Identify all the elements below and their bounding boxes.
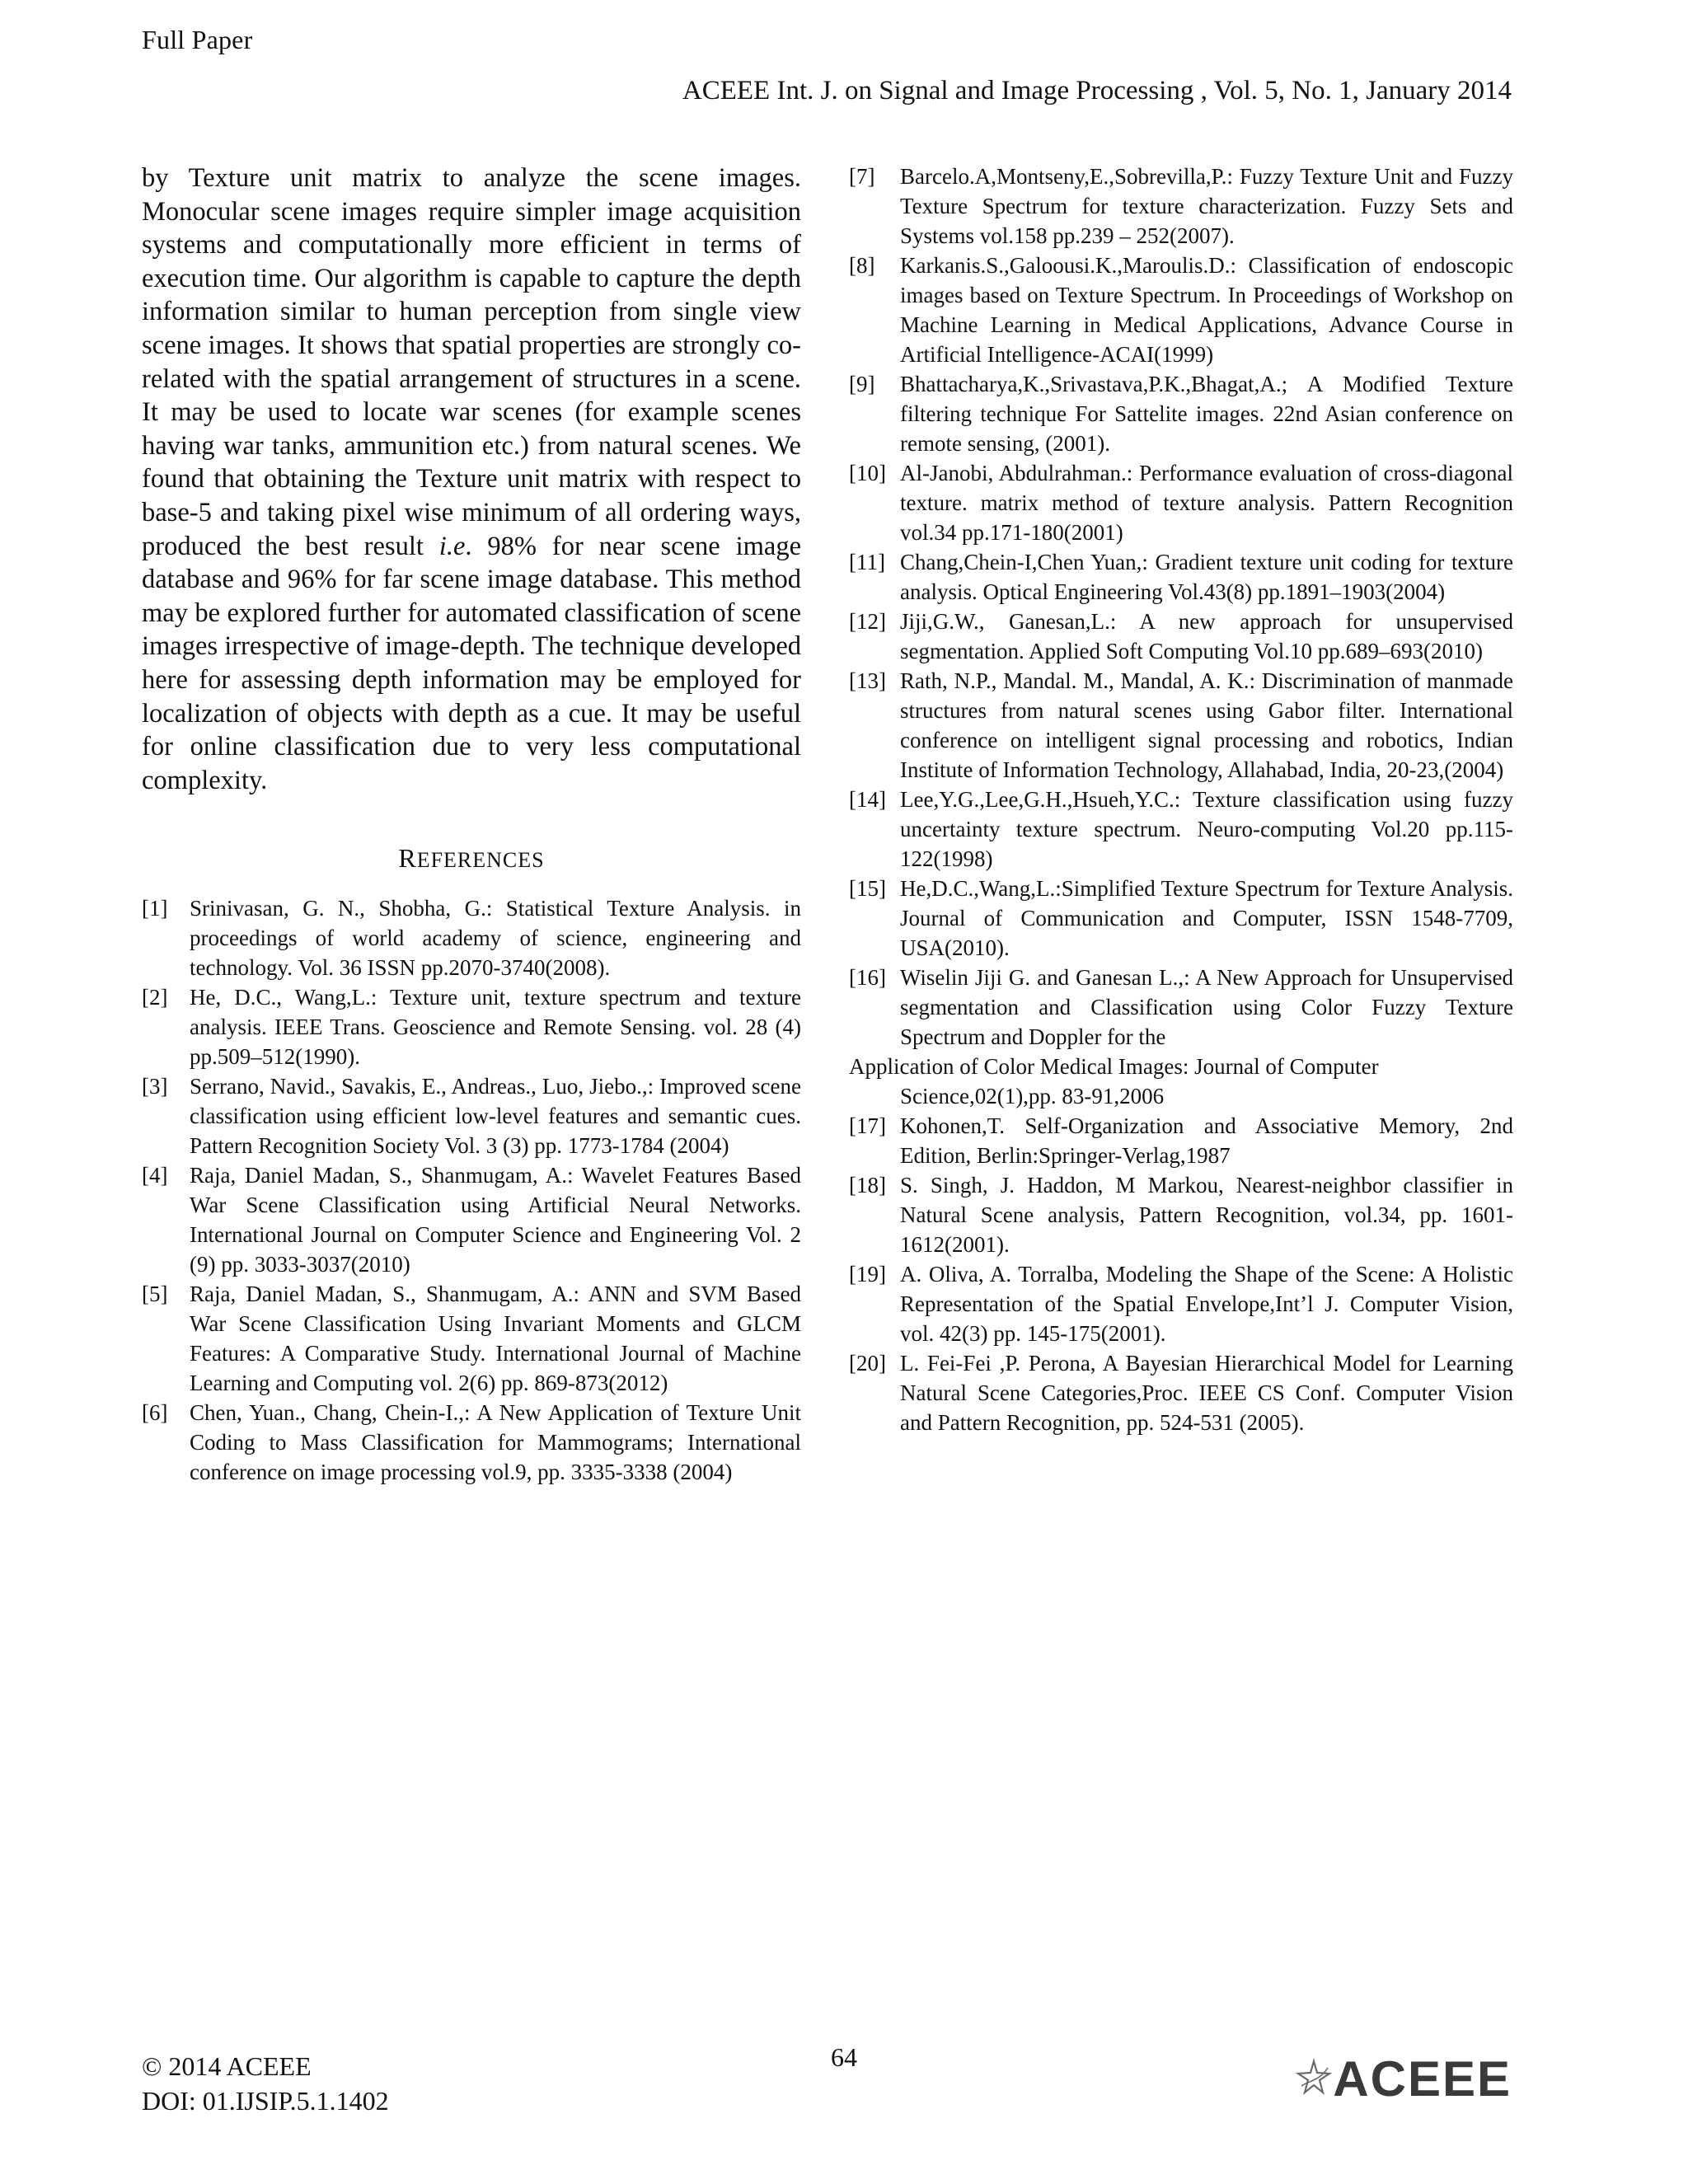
reference-text: Al-Janobi, Abdulrahman.: Performance evaluation of cross-diagonal texture. matrix method of texture analysis. Pattern Recognition vol.34 pp.171-180(2001) [900, 461, 1513, 545]
references-left-list [142, 893, 801, 1487]
reference-number: [9] [849, 372, 875, 396]
conclusion-paragraph [142, 162, 801, 797]
star-swirl-icon [1295, 2058, 1333, 2100]
reference-number: [2] [142, 985, 168, 1010]
reference-item [849, 607, 1513, 666]
reference-text: S. Singh, J. Haddon, M Markou, Nearest-neighbor classifier in Natural Scene analysis, Pattern Recognition, vol.34, pp. 1601-1612(2001). [900, 1173, 1513, 1257]
reference-item [849, 1170, 1513, 1259]
reference-number: [17] [849, 1113, 886, 1138]
reference-continuation [849, 1052, 1513, 1111]
references-right-list [849, 162, 1513, 1437]
reference-item [849, 547, 1513, 607]
reference-number: [12] [849, 609, 886, 634]
references-heading [142, 843, 801, 874]
reference-item [849, 963, 1513, 1052]
reference-number: [11] [849, 550, 885, 574]
reference-text: Kohonen,T. Self-Organization and Associative Memory, 2nd Edition, Berlin:Springer-Verlag,1987 [900, 1113, 1513, 1168]
reference-text: Lee,Y.G.,Lee,G.H.,Hsueh,Y.C.: Texture classification using fuzzy uncertainty texture spectrum. Neuro-computing Vol.20 pp.115-122(1998) [900, 787, 1513, 871]
publisher-logo [1295, 2050, 1512, 2107]
reference-text: He, D.C., Wang,L.: Texture unit, texture spectrum and texture analysis. IEEE Trans. Geoscience and Remote Sensing. vol. 28 (4) pp.509–512(1990). [190, 985, 801, 1070]
paragraph-text-before: by Texture unit matrix to analyze the scene images. Monocular scene images require simpler image acquisition systems and computationally more efficient in terms of execution time. Our algorithm is capable to capture the depth information similar to human perception from single view scene images. It shows that spatial properties are strongly co-related with the spatial arrangement of structures in a scene. It may be used to locate war scenes (for example scenes having war tanks, ammunition etc.) from natural scenes. We found that obtaining the Texture unit matrix with respect to base-5 and taking pixel wise minimum of all ordering ways, produced the best result [142, 163, 801, 561]
references-heading-rest: EFERENCES [416, 848, 545, 873]
reference-number: [10] [849, 461, 886, 485]
reference-text: A. Oliva, A. Torralba, Modeling the Shape of the Scene: A Holistic Representation of the Spatial Envelope,Int’l J. Computer Vision, vol. 42(3) pp. 145-175(2001). [900, 1262, 1513, 1346]
reference-item [142, 1279, 801, 1398]
references-heading-cap: R [398, 843, 417, 874]
reference-text: Wiselin Jiji G. and Ganesan L.,: A New Approach for Unsupervised segmentation and Classification using Color Fuzzy Texture Spectrum and Doppler for the [900, 965, 1513, 1049]
reference-item [849, 458, 1513, 547]
reference-item [849, 251, 1513, 369]
reference-text: Jiji,G.W., Ganesan,L.: A new approach for unsupervised segmentation. Applied Soft Computing Vol.10 pp.689–693(2010) [900, 609, 1513, 663]
right-column [849, 162, 1513, 1437]
copyright-text: © 2014 ACEEE [142, 2051, 312, 2081]
reference-number: [7] [849, 164, 875, 189]
reference-text: He,D.C.,Wang,L.:Simplified Texture Spectrum for Texture Analysis. Journal of Communication and Computer, ISSN 1548-7709, USA(2010). [900, 876, 1513, 960]
reference-item [142, 982, 801, 1071]
journal-header: ACEEE Int. J. on Signal and Image Processing , Vol. 5, No. 1, January 2014 [682, 76, 1512, 105]
paragraph-ie: i.e [438, 531, 466, 561]
reference-item [142, 893, 801, 982]
reference-item [849, 1111, 1513, 1170]
reference-text: Rath, N.P., Mandal. M., Mandal, A. K.: Discrimination of manmade structures from natural scenes using Gabor filter. International conference on intelligent signal processing and robotics, Indian Institute of Information Technology, Allahabad, India, 20-23,(2004) [900, 668, 1513, 782]
reference-item [849, 785, 1513, 874]
reference-number: [5] [142, 1282, 168, 1307]
reference-text: Chen, Yuan., Chang, Chein-I.,: A New Application of Texture Unit Coding to Mass Classification for Mammograms; International conference on image processing vol.9, pp. 3335-3338 (2004) [190, 1400, 801, 1485]
reference-text: Raja, Daniel Madan, S., Shanmugam, A.: Wavelet Features Based War Scene Classification using Artificial Neural Networks. International Journal on Computer Science and Engineering Vol. 2 (9) pp. 3033-3037(2010) [190, 1163, 801, 1277]
reference-item [849, 369, 1513, 458]
paragraph-text-after: . 98% for near scene image database and 96% for far scene image database. This method may be explored further for automated classification of scene images irrespective of image-depth. The technique developed here for assessing depth information may be employed for localization of objects with depth as a cue. It may be useful for online classification due to very less computational complexity. [142, 531, 801, 795]
reference-text: Chang,Chein-I,Chen Yuan,: Gradient texture unit coding for texture analysis. Optical Engineering Vol.43(8) pp.1891–1903(2004) [900, 550, 1513, 604]
section-label: Full Paper [142, 25, 253, 54]
reference-number: [15] [849, 876, 886, 901]
reference-item [849, 162, 1513, 251]
reference-text: L. Fei-Fei ,P. Perona, A Bayesian Hierarchical Model for Learning Natural Scene Categories,Proc. IEEE CS Conf. Computer Vision and Pattern Recognition, pp. 524-531 (2005). [900, 1351, 1513, 1435]
doi-text: DOI: 01.IJSIP.5.1.1402 [142, 2086, 389, 2116]
reference-number: [18] [849, 1173, 886, 1197]
reference-number: [4] [142, 1163, 168, 1188]
reference-text: Bhattacharya,K.,Srivastava,P.K.,Bhagat,A.; A Modified Texture filtering technique For Sattelite images. 22nd Asian conference on remote sensing, (2001). [900, 372, 1513, 456]
reference-number: [20] [849, 1351, 886, 1376]
reference-number: [8] [849, 253, 875, 278]
reference-item [849, 874, 1513, 963]
reference-item [849, 1259, 1513, 1348]
reference-item [142, 1160, 801, 1279]
reference-number: [19] [849, 1262, 886, 1286]
reference-item [142, 1398, 801, 1487]
reference-text: Karkanis.S.,Galoousi.K.,Maroulis.D.: Classification of endoscopic images based on Texture Spectrum. In Proceedings of Workshop on Machine Learning in Medical Applications, Advance Course in Artificial Intelligence-ACAI(1999) [900, 253, 1513, 367]
reference-continuation-first: Application of Color Medical Images: Journal of Computer [849, 1054, 1379, 1079]
reference-number: [1] [142, 896, 168, 921]
logo-text: ACEEE [1333, 2051, 1512, 2107]
reference-text: Raja, Daniel Madan, S., Shanmugam, A.: ANN and SVM Based War Scene Classification Using Invariant Moments and GLCM Features: A Comparative Study. International Journal of Machine Learning and Computing vol. 2(6) pp. 869-873(2012) [190, 1282, 801, 1396]
reference-item [849, 1348, 1513, 1437]
reference-number: [14] [849, 787, 886, 812]
page-number: 64 [831, 2042, 857, 2072]
reference-item [142, 1071, 801, 1160]
left-column [142, 162, 801, 1487]
reference-text: Serrano, Navid., Savakis, E., Andreas., Luo, Jiebo.,: Improved scene classification using efficient low-level features and semantic cues. Pattern Recognition Society Vol. 3 (3) pp. 1773-1784 (2004) [190, 1074, 801, 1159]
reference-number: [3] [142, 1074, 168, 1099]
reference-number: [13] [849, 668, 886, 693]
reference-text: Barcelo.A,Montseny,E.,Sobrevilla,P.: Fuzzy Texture Unit and Fuzzy Texture Spectrum for texture characterization. Fuzzy Sets and Systems vol.158 pp.239 – 252(2007). [900, 164, 1513, 248]
reference-number: [16] [849, 965, 886, 990]
reference-number: [6] [142, 1400, 168, 1426]
reference-item [849, 666, 1513, 785]
reference-continuation-rest: Science,02(1),pp. 83-91,2006 [900, 1084, 1165, 1108]
reference-text: Srinivasan, G. N., Shobha, G.: Statistical Texture Analysis. in proceedings of world academy of science, engineering and technology. Vol. 36 ISSN pp.2070-3740(2008). [190, 896, 801, 981]
